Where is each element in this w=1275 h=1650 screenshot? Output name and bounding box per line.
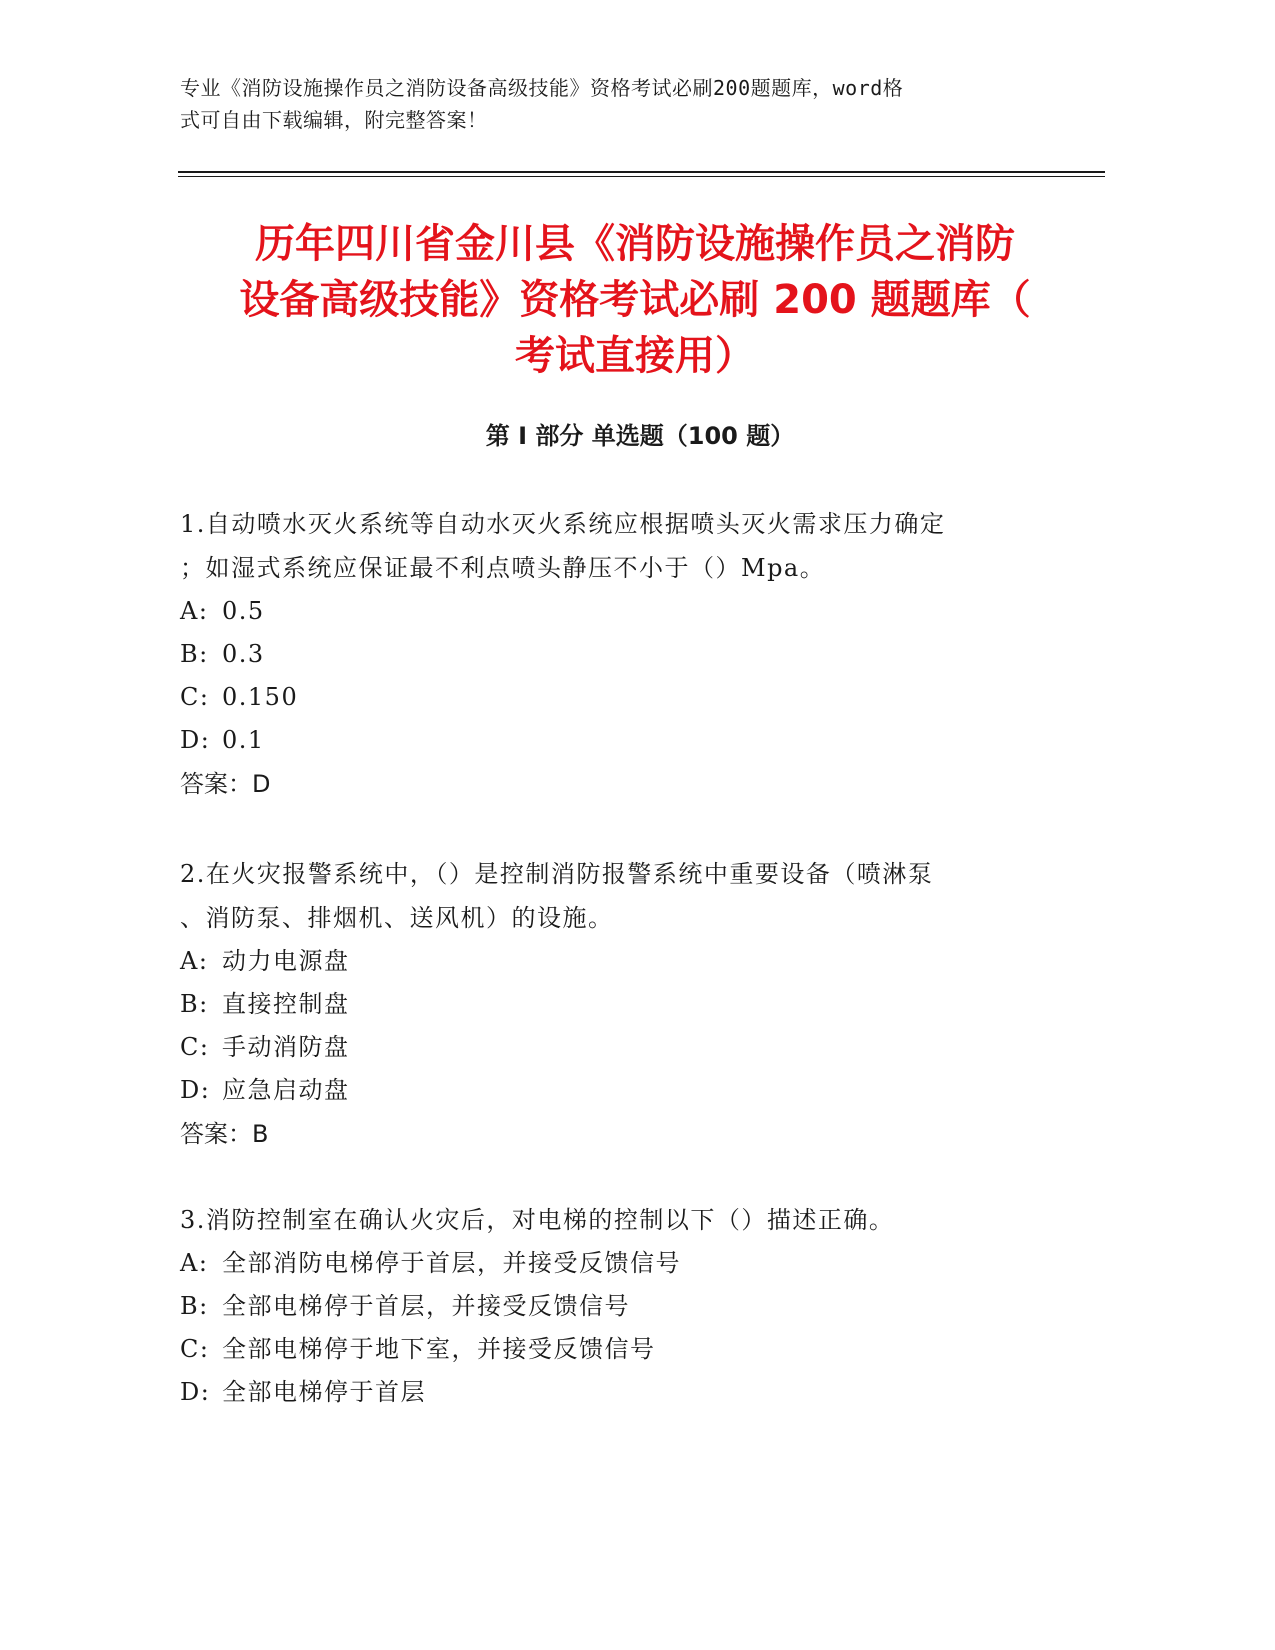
option-text: 0.1	[222, 726, 265, 754]
question-block	[180, 502, 1110, 806]
question-stem: 1.自动喷水灭火系统等自动水灭火系统应根据喷头灭火需求压力确定	[180, 510, 946, 538]
option-d	[180, 1371, 1110, 1414]
option-text: 全部消防电梯停于首层，并接受反馈信号	[222, 1249, 681, 1277]
option-text: 0.150	[222, 683, 299, 711]
option-letter: B:	[180, 1292, 209, 1320]
section-heading: 第 I 部分 单选题（100 题）	[485, 422, 795, 450]
option-letter: A:	[180, 947, 209, 975]
answer-line: 答案：B	[180, 1120, 269, 1148]
option-text: 应急启动盘	[222, 1076, 350, 1104]
option-b	[180, 983, 1110, 1026]
option-text: 0.3	[222, 640, 265, 668]
option-text: 全部电梯停于地下室，并接受反馈信号	[222, 1335, 656, 1363]
question-stem: 、消防泵、排烟机、送风机）的设施。	[180, 904, 614, 932]
option-a	[180, 1242, 1110, 1285]
option-letter: A:	[180, 597, 209, 625]
option-letter: C:	[180, 1335, 210, 1363]
header-divider-thin	[178, 176, 1105, 177]
question-stem: 2.在火灾报警系统中，（）是控制消防报警系统中重要设备（喷淋泵	[180, 860, 934, 888]
option-letter: C:	[180, 683, 210, 711]
option-a	[180, 590, 1110, 633]
option-letter: C:	[180, 1033, 210, 1061]
header-divider	[178, 171, 1105, 173]
option-text: 全部电梯停于首层	[222, 1378, 426, 1406]
option-text: 0.5	[222, 597, 265, 625]
header-note	[180, 72, 1100, 136]
header-note-line: 专业《消防设施操作员之消防设备高级技能》资格考试必刷200题题库，word格	[180, 76, 904, 100]
option-letter: A:	[180, 1249, 209, 1277]
title-line: 设备高级技能》资格考试必刷 200 题题库（	[239, 277, 1031, 323]
option-letter: D:	[180, 1076, 211, 1104]
option-text: 手动消防盘	[222, 1033, 350, 1061]
question-stem: ；如湿式系统应保证最不利点喷头静压不小于（）Mpa。	[180, 554, 826, 582]
option-b	[180, 1285, 1110, 1328]
option-text: 直接控制盘	[222, 990, 350, 1018]
option-d	[180, 1069, 1110, 1112]
option-text: 全部电梯停于首层，并接受反馈信号	[222, 1292, 630, 1320]
option-d	[180, 719, 1110, 762]
option-letter: B:	[180, 990, 209, 1018]
answer-line: 答案：D	[180, 770, 271, 798]
option-c	[180, 1328, 1110, 1371]
option-a	[180, 940, 1110, 983]
option-b	[180, 633, 1110, 676]
option-c	[180, 676, 1110, 719]
header-note-line: 式可自由下载编辑，附完整答案！	[180, 108, 488, 132]
option-text: 动力电源盘	[222, 947, 350, 975]
title-line: 考试直接用）	[515, 333, 755, 379]
option-letter: D:	[180, 726, 211, 754]
question-block	[180, 1198, 1110, 1414]
title-line: 历年四川省金川县《消防设施操作员之消防	[255, 221, 1015, 267]
option-letter: B:	[180, 640, 209, 668]
question-block	[180, 852, 1110, 1156]
question-stem: 3.消防控制室在确认火灾后，对电梯的控制以下（）描述正确。	[180, 1206, 895, 1234]
option-c	[180, 1026, 1110, 1069]
option-letter: D:	[180, 1378, 211, 1406]
document-title	[170, 216, 1100, 384]
